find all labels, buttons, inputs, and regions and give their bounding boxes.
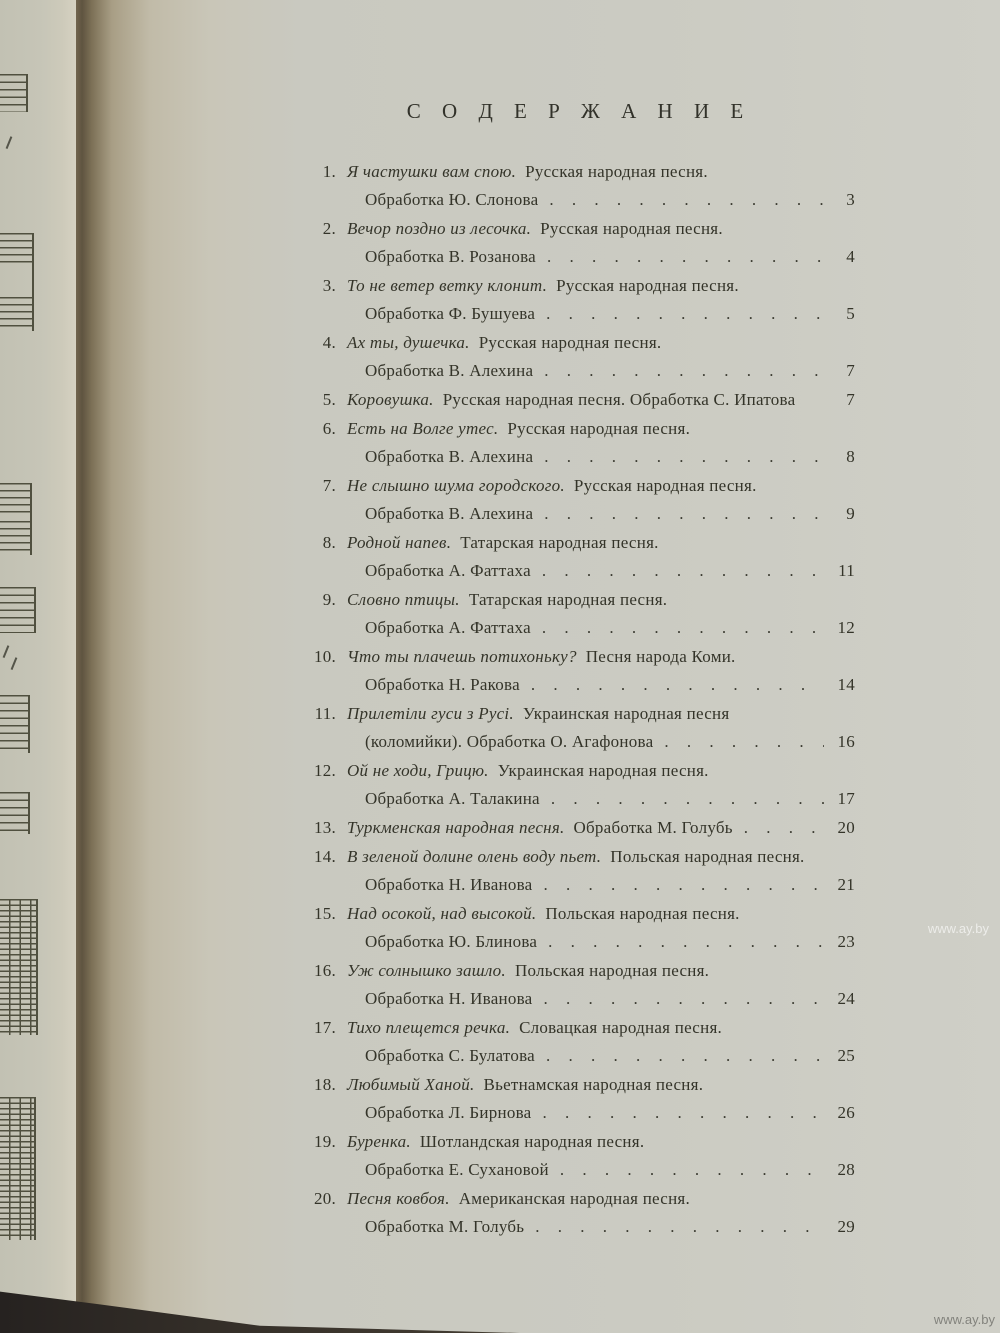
- toc-entry-arranger: Обработка Н. Иванова: [365, 875, 533, 894]
- toc-entry-genre: Татарская народная песня.: [468, 590, 668, 609]
- toc-entry-title: Буренка.: [347, 1132, 411, 1151]
- toc-entry-page-number: 11: [838, 561, 855, 580]
- toc-entry-title: Ой не ходи, Грицю.: [347, 761, 489, 780]
- toc-entry-title: Уж солнышко зашло.: [347, 961, 506, 980]
- toc-entry-genre: Русская народная песня.: [525, 162, 708, 181]
- toc-entry-arranger: Обработка В. Алехина: [365, 504, 534, 523]
- toc-entry-page-number: 16: [837, 732, 855, 751]
- toc-entry-line2: [303, 785, 855, 813]
- toc-entry-genre: Русская народная песня.: [556, 276, 739, 295]
- music-staff-fragment: [0, 483, 32, 555]
- toc-entry-number: 2.: [322, 219, 336, 238]
- music-staff-fragment: [0, 233, 34, 331]
- toc-entry-number: 18.: [314, 1075, 336, 1094]
- toc-entry: [303, 1128, 855, 1184]
- toc-entry-page-number: 21: [837, 875, 855, 894]
- dot-leader: [547, 243, 824, 271]
- toc-entry-genre: Польская народная песня.: [610, 847, 805, 866]
- toc-entry-page-number: 4: [846, 247, 855, 266]
- toc-entry-number: 13.: [314, 818, 336, 837]
- toc-entry-title: Что ты плачешь потихоньку?: [347, 647, 577, 666]
- toc-entry-title: То не ветер ветку клонит.: [347, 276, 548, 295]
- toc-entry-page-number: 9: [846, 504, 855, 523]
- toc-entry-page-number: 14: [837, 675, 855, 694]
- toc-entry-number: 8.: [322, 533, 336, 552]
- toc-entry: [303, 386, 855, 414]
- toc-entry: [303, 1185, 855, 1241]
- toc-entry-title: Песня ковбоя.: [347, 1189, 450, 1208]
- dot-leader: [543, 871, 824, 899]
- toc-entry-arranger: Обработка А. Фаттаха: [365, 561, 531, 580]
- toc-entry-genre: Польская народная песня.: [545, 904, 740, 923]
- toc-entry-number: 20.: [314, 1189, 336, 1208]
- toc-entry-line2: [303, 1213, 855, 1241]
- toc-entry-line2: [303, 243, 855, 271]
- music-staff-fragment: [0, 587, 36, 633]
- toc-entry: [303, 843, 855, 899]
- music-staff-fragment: [0, 792, 30, 834]
- toc-entry-title: Родной напев.: [347, 533, 452, 552]
- toc-entry-page-number: 7: [846, 361, 855, 380]
- toc-entry-line1: [303, 814, 855, 842]
- toc-entry-title: Туркменская народная песня.: [347, 818, 565, 837]
- toc-entry-title: Вечор поздно из лесочка.: [347, 219, 532, 238]
- toc-entry-line1: [303, 386, 855, 414]
- dot-leader: [744, 814, 824, 842]
- toc-entry-line2: [303, 871, 855, 899]
- toc-entry-line2: [303, 614, 855, 642]
- toc-entry-page-number: 25: [837, 1046, 855, 1065]
- toc-entry-genre: Русская народная песня.: [507, 419, 691, 438]
- toc-entry-line1: [303, 700, 855, 728]
- toc-entry: [303, 757, 855, 813]
- toc-entry: [303, 215, 855, 271]
- toc-entry-arranger: Обработка В. Алехина: [365, 447, 534, 466]
- dot-leader: [544, 357, 824, 385]
- toc-entry-genre: Американская народная песня.: [458, 1189, 690, 1208]
- toc-entry-page-number: 8: [846, 447, 855, 466]
- toc-entry-genre: Русская народная песня.: [478, 333, 662, 352]
- toc-entry-arranger: (коломийки). Обработка О. Агафонова: [365, 732, 654, 751]
- table-of-contents: [303, 158, 855, 1242]
- toc-entry-line1: [303, 215, 855, 243]
- toc-entry-line2: [303, 357, 855, 385]
- toc-entry-title: Прилетіли гуси з Русі.: [347, 704, 514, 723]
- toc-entry-arranger: Обработка В. Розанова: [365, 247, 536, 266]
- toc-entry-title: Не слышно шума городского.: [347, 476, 565, 495]
- toc-entry-line1: [303, 643, 855, 671]
- adjacent-sheet-music-page: [0, 0, 76, 1333]
- toc-entry-line2: [303, 985, 855, 1013]
- toc-entry-title: Словно птицы.: [347, 590, 460, 609]
- toc-entry-page-number: 28: [837, 1160, 855, 1179]
- toc-entry-genre: Украинская народная песня.: [497, 761, 709, 780]
- toc-entry-line2: [303, 186, 855, 214]
- toc-entry-page-number: 29: [837, 1217, 855, 1236]
- toc-entry-line1: [303, 415, 855, 443]
- toc-entry-title: Тихо плещется речка.: [347, 1018, 511, 1037]
- watermark: www.ay.by: [927, 921, 989, 936]
- toc-entry-arranger: Обработка А. Фаттаха: [365, 618, 531, 637]
- toc-entry-line1: [303, 158, 855, 186]
- toc-entry-line2: [303, 728, 855, 756]
- toc-entry-line2: [303, 500, 855, 528]
- toc-entry: [303, 900, 855, 956]
- toc-entry-number: 4.: [322, 333, 336, 352]
- toc-entry-number: 5.: [322, 390, 336, 409]
- toc-entry-line1: [303, 1185, 855, 1213]
- toc-entry-number: 7.: [322, 476, 336, 495]
- toc-entry-genre: Обработка М. Голубь: [573, 818, 733, 837]
- toc-entry-genre: Песня народа Коми.: [585, 647, 736, 666]
- toc-entry-arranger: Обработка М. Голубь: [365, 1217, 525, 1236]
- toc-entry-page-number: 12: [837, 618, 855, 637]
- dot-leader: [535, 1213, 824, 1241]
- toc-entry-number: 10.: [314, 647, 336, 666]
- dot-leader: [542, 557, 824, 585]
- music-staff-fragment: [0, 74, 28, 112]
- dot-leader: [542, 1099, 824, 1127]
- toc-entry: [303, 272, 855, 328]
- toc-entry-number: 14.: [314, 847, 336, 866]
- toc-entry-number: 3.: [322, 276, 336, 295]
- dot-leader: [548, 928, 824, 956]
- toc-entry-page-number: 26: [837, 1103, 855, 1122]
- toc-entry: [303, 1071, 855, 1127]
- toc-entry-page-number: 24: [837, 989, 855, 1008]
- toc-entry-line1: [303, 272, 855, 300]
- toc-entry-arranger: Обработка Ф. Бушуева: [365, 304, 536, 323]
- dot-leader: [544, 443, 824, 471]
- toc-entry-line2: [303, 928, 855, 956]
- toc-entry: [303, 586, 855, 642]
- notation-mark: [6, 136, 12, 149]
- toc-entry-line1: [303, 957, 855, 985]
- music-staff-fragment: [0, 1097, 36, 1240]
- toc-entry: [303, 957, 855, 1013]
- toc-entry-arranger: Обработка С. Булатова: [365, 1046, 535, 1065]
- toc-entry-number: 1.: [322, 162, 336, 181]
- toc-entry-arranger: Обработка Е. Сухановой: [365, 1160, 549, 1179]
- toc-entry-genre: Русская народная песня.: [540, 219, 723, 238]
- dot-leader: [544, 500, 824, 528]
- toc-entry-line1: [303, 472, 855, 500]
- book-bottom-shadow: [0, 1288, 520, 1333]
- toc-entry-genre: Вьетнамская народная песня.: [483, 1075, 704, 1094]
- toc-entry-line1: [303, 1014, 855, 1042]
- dot-leader: [531, 671, 824, 699]
- toc-entry-genre: Словацкая народная песня.: [519, 1018, 723, 1037]
- toc-entry-arranger: Обработка Н. Ракова: [365, 675, 520, 694]
- toc-entry-page-number: 23: [837, 932, 855, 951]
- toc-entry-title: В зеленой долине олень воду пьет.: [347, 847, 602, 866]
- toc-entry: [303, 472, 855, 528]
- toc-entry-genre: Шотландская народная песня.: [419, 1132, 645, 1151]
- music-staff-fragment: [0, 899, 38, 1035]
- toc-entry-line2: [303, 1042, 855, 1070]
- toc-entry-number: 19.: [314, 1132, 336, 1151]
- toc-entry-line2: [303, 300, 855, 328]
- toc-entry-line1: [303, 1071, 855, 1099]
- toc-entry-number: 16.: [314, 961, 336, 980]
- toc-entry-line1: [303, 1128, 855, 1156]
- toc-entry-arranger: Обработка А. Талакина: [365, 789, 540, 808]
- toc-entry-genre: Украинская народная песня: [522, 704, 730, 723]
- dot-leader: [551, 785, 824, 813]
- toc-entry-title: Ах ты, душечка.: [347, 333, 470, 352]
- toc-entry-title: Любимый Ханой.: [347, 1075, 475, 1094]
- toc-entry-line2: [303, 1099, 855, 1127]
- toc-entry-genre: Польская народная песня.: [514, 961, 710, 980]
- dot-leader: [546, 300, 824, 328]
- toc-entry-page-number: 17: [837, 789, 855, 808]
- toc-entry-line1: [303, 329, 855, 357]
- toc-entry-number: 17.: [314, 1018, 336, 1037]
- dot-leader: [549, 186, 824, 214]
- toc-entry-line2: [303, 443, 855, 471]
- toc-entry-genre: Русская народная песня. Обработка С. Ипатова: [442, 390, 796, 409]
- music-staff-fragment: [0, 695, 30, 753]
- toc-entry-title: Я частушки вам спою.: [347, 162, 517, 181]
- notation-mark: [11, 657, 17, 670]
- toc-entry: [303, 329, 855, 385]
- toc-entry-arranger: Обработка Н. Иванова: [365, 989, 533, 1008]
- toc-entry: [303, 415, 855, 471]
- toc-entry: [303, 1014, 855, 1070]
- watermark: www.ay.by: [933, 1312, 995, 1327]
- notation-mark: [3, 645, 9, 658]
- toc-entry: [303, 700, 855, 756]
- toc-entry-arranger: Обработка Ю. Слонова: [365, 190, 539, 209]
- dot-leader: [664, 728, 824, 756]
- toc-entry: [303, 529, 855, 585]
- toc-entry-title: Коровушка.: [347, 390, 434, 409]
- toc-entry-page-number: 20: [837, 818, 855, 837]
- toc-entry: [303, 643, 855, 699]
- dot-leader: [560, 1156, 824, 1184]
- toc-entry: [303, 814, 855, 842]
- toc-entry-arranger: Обработка В. Алехина: [365, 361, 534, 380]
- toc-entry-line1: [303, 586, 855, 614]
- toc-entry-number: 11.: [314, 704, 336, 723]
- toc-entry-number: 6.: [322, 419, 336, 438]
- dot-leader: [542, 614, 824, 642]
- toc-entry-line2: [303, 1156, 855, 1184]
- dot-leader: [543, 985, 824, 1013]
- toc-entry-line1: [303, 843, 855, 871]
- toc-entry-arranger: Обработка Ю. Блинова: [365, 932, 538, 951]
- toc-entry-line2: [303, 671, 855, 699]
- toc-entry-genre: Русская народная песня.: [573, 476, 757, 495]
- dot-leader: [546, 1042, 824, 1070]
- toc-entry-title: Над осокой, над высокой.: [347, 904, 537, 923]
- toc-entry-number: 12.: [314, 761, 336, 780]
- toc-entry-line1: [303, 757, 855, 785]
- toc-entry-arranger: Обработка Л. Бирнова: [365, 1103, 532, 1122]
- toc-entry-line1: [303, 529, 855, 557]
- toc-entry-number: 15.: [314, 904, 336, 923]
- toc-entry: [303, 158, 855, 214]
- toc-entry-page-number: 7: [846, 390, 855, 409]
- toc-entry-genre: Татарская народная песня.: [460, 533, 659, 552]
- toc-entry-page-number: 5: [846, 304, 855, 323]
- toc-entry-number: 9.: [322, 590, 336, 609]
- page-title: С О Д Е Р Ж А Н И Е: [406, 99, 752, 123]
- toc-entry-page-number: 3: [846, 190, 855, 209]
- toc-entry-title: Есть на Волге утес.: [347, 419, 499, 438]
- toc-entry-line2: [303, 557, 855, 585]
- toc-entry-line1: [303, 900, 855, 928]
